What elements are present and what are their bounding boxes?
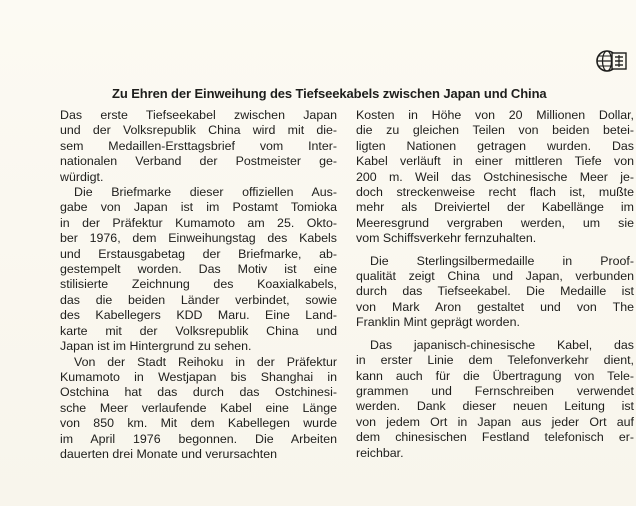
paragraph	[356, 254, 634, 331]
paragraph	[356, 108, 634, 247]
globe-stamp-logo-icon	[595, 48, 629, 74]
text-line: grammen und Fernschreiben verwendet	[356, 383, 634, 398]
text-line: Kabel verläuft in einer mittleren Tiefe von	[356, 154, 634, 169]
text-line: würdigt.	[60, 169, 104, 184]
text-line: Kosten in Höhe von 20 Millionen Dollar,	[356, 108, 634, 122]
text-line: von 850 km. Mit dem Kabellegen wurde	[60, 416, 337, 431]
text-line: nationalen Verband der Postmeister ge-	[60, 154, 337, 169]
text-line: Das japanisch-chinesische Kabel, das	[370, 337, 634, 352]
text-line: und der Volksrepublik China wird mit die-	[60, 123, 337, 138]
text-line: dauerten drei Monate und verursachten	[60, 446, 277, 461]
text-line: das die beiden Länder verbindet, sowie	[60, 292, 337, 307]
right-text-column	[356, 108, 634, 461]
text-line: werden. Dank dieser neuen Leitung ist	[356, 399, 634, 414]
paragraph	[356, 338, 634, 461]
text-line: ligten Nationen getragen wurden. Das	[356, 138, 634, 153]
text-line: in erster Linie dem Telefonverkehr dient,	[356, 353, 634, 368]
text-line: Franklin Mint geprägt worden.	[356, 315, 520, 330]
text-line: mehr als Dreiviertel der Kabellänge im	[356, 200, 634, 215]
text-line: des Kabellegers KDD Maru. Eine Land-	[60, 308, 337, 323]
text-line: Das erste Tiefseekabel zwischen Japan	[60, 108, 337, 122]
document-title: Zu Ehren der Einweihung des Tiefseekabels zwischen Japan und China	[112, 86, 547, 101]
text-line: Die Sterlingsilbermedaille in Proof-	[370, 253, 634, 268]
left-text-column	[60, 108, 337, 462]
text-line: Die Briefmarke dieser offiziellen Aus-	[74, 185, 337, 200]
text-line: gabe von Japan ist im Postamt Tomioka	[60, 200, 337, 215]
text-line: 200 m. Weil das Ostchinesische Meer je-	[356, 169, 634, 184]
text-line: von Mark Aron gestaltet und von The	[356, 299, 634, 314]
text-line: in der Präfektur Kumamoto am 25. Okto-	[60, 215, 337, 230]
text-line: von jedem Ort in Japan aus jeder Ort auf	[356, 414, 634, 429]
text-line: qualität zeigt China und Japan, verbunden	[356, 269, 634, 284]
text-line: durch das Tiefseekabel. Die Medaille ist	[356, 284, 634, 299]
text-line: Kumamoto in Westjapan bis Shanghai in	[60, 369, 337, 384]
text-line: stilisierte Zeichnung des Koaxialkabels,	[60, 277, 337, 292]
text-line: karte mit der Volksrepublik China und	[60, 323, 337, 338]
text-line: Ostchina hat das durch das Ostchinesi-	[60, 385, 337, 400]
text-line: die zu gleichen Teilen von beiden betei-	[356, 123, 634, 138]
text-line: sche Meer verlaufende Kabel eine Länge	[60, 400, 337, 415]
paragraph	[60, 108, 337, 185]
text-line: Japan ist im Hintergrund zu sehen.	[60, 339, 252, 354]
text-line: im April 1976 begonnen. Die Arbeiten	[60, 431, 337, 446]
paragraph	[60, 185, 337, 354]
text-line: dem chinesischen Festland telefonisch er-	[356, 430, 634, 445]
text-line: und Erstausgabetag der Briefmarke, ab-	[60, 246, 337, 261]
text-line: gestempelt worden. Das Motiv ist eine	[60, 262, 337, 277]
paragraph	[60, 355, 337, 463]
text-line: Meeresgrund vergraben werden, um sie	[356, 215, 634, 230]
text-line: doch streckenweise recht flach ist, mußte	[356, 185, 634, 200]
text-line: ber 1976, dem Einweihungstag des Kabels	[60, 231, 337, 246]
text-line: Von der Stadt Reihoku in der Präfektur	[74, 354, 337, 369]
text-line: sem Medaillen-Ersttagsbrief vom Inter-	[60, 138, 337, 153]
text-line: vom Schiffsverkehr fernzuhalten.	[356, 231, 537, 246]
text-line: reichbar.	[356, 445, 404, 460]
text-line: kann auch für die Übertragung von Tele-	[356, 368, 634, 383]
